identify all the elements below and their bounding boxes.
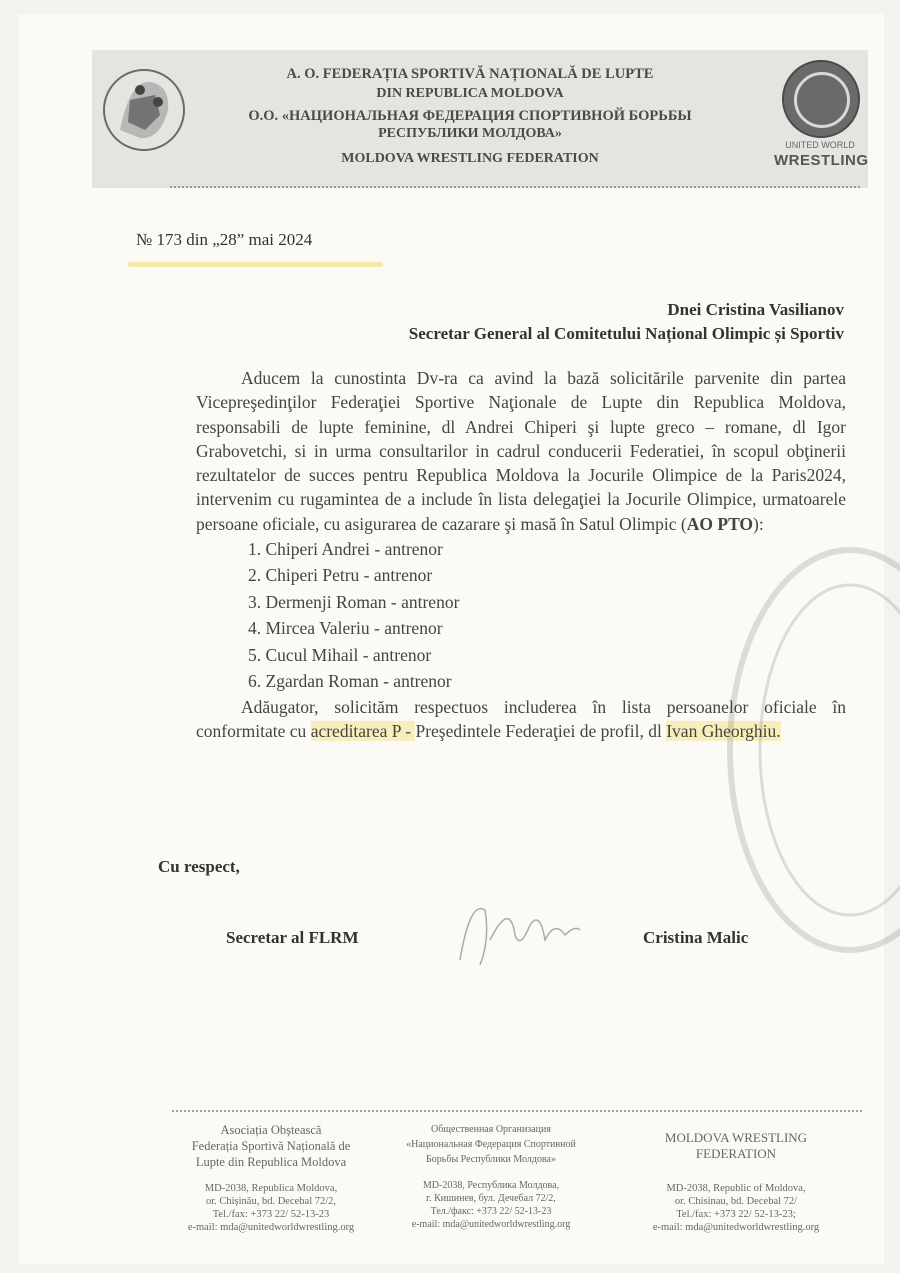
addressee-name: Dnei Cristina Vasilianov (667, 300, 844, 319)
header-divider (170, 186, 860, 188)
paragraph-1-text: Aducem la cunostinta Dv-ra ca avind la bază solicitările parvenite din partea Vicepreşedinţilor Federaţiei Sportive Naţionale de Lupte din Republica Moldova, responsabili de lupte feminine, dl Andrei Chiperi şi lupte greco – romane, dl Igor Grabovetchi, si in urma consultarilor in cadrul conducerii Federatiei, în scopul obţinerii rezultatelor de succes pentru Republica Moldova la Jocurile Olimpice de la Paris2024, intervenim cu rugamintea de a include în lista delegaţiei la Jocurile Olimpice, urmatoarele persoane oficiale, cu asigurarea de cazarare şi masă în Satul Olimpic ( (196, 368, 846, 534)
footer-ro-title-line: Asociația Obștească (220, 1123, 322, 1137)
uww-logo-big-text: WRESTLING (774, 152, 869, 169)
list-item: 3. Dermenji Roman - antrenor (248, 591, 460, 612)
paragraph-2-text-a: Adăugator, solicităm respectuos includerea în lista persoanelor oficiale în conformitate cu (196, 696, 846, 741)
footer-ro-email: e-mail: mda@unitedworldwrestling.org (187, 1222, 355, 1233)
footer-ro-address-line: Tel./fax: +373 22/ 52-13-23 (212, 1209, 330, 1220)
footer-ru-title-line: Борьбы Республики Молдова» (426, 1154, 556, 1165)
footer-col-en (605, 1122, 867, 1234)
footer-en-email: e-mail: mda@unitedworldwrestling.org (652, 1222, 820, 1233)
footer-ro-address-line: MD-2038, Republica Moldova, (204, 1183, 338, 1194)
footer-col-ru (382, 1122, 600, 1231)
footer-en-title-line: MOLDOVA WRESTLING (664, 1130, 808, 1145)
footer-ru-email: e-mail: mda@unitedworldwrestling.org (411, 1219, 571, 1230)
paragraph-1-end: ): (753, 513, 764, 534)
list-item: 2. Chiperi Petru - antrenor (248, 565, 433, 586)
footer-en-address-line: or. Chisinau, bd. Decebal 72/ (674, 1196, 798, 1207)
paragraph-2-highlight-1: acreditarea P - (310, 720, 416, 741)
paragraph-1 (196, 366, 846, 536)
header-line-ru-2: РЕСПУБЛИКИ МОЛДОВА» (378, 126, 562, 141)
header-line-en: MOLDOVA WRESTLING FEDERATION (341, 151, 599, 166)
paragraph-2-text-b: Preşedintele Federaţiei de profil, dl (415, 720, 667, 741)
paragraph-2-highlight-2: Ivan Gheorghiu. (666, 720, 781, 741)
uww-logo (774, 60, 869, 176)
addressee-block (409, 298, 844, 346)
signature-icon (440, 880, 590, 980)
stamp-icon (700, 540, 900, 960)
header-line-ru-1: О.О. «НАЦИОНАЛЬНАЯ ФЕДЕРАЦИЯ СПОРТИВНОЙ БОРЬБЫ (248, 108, 692, 124)
footer-en-address (605, 1182, 867, 1234)
list-item: 1. Chiperi Andrei - antrenor (248, 539, 443, 560)
closing: Cu respect, (158, 857, 240, 876)
footer-ru-address-line: Тел./факс: +373 22/ 52-13-23 (430, 1206, 552, 1217)
footer-ru-address-line: г. Кишинев, бул. Дечебал 72/2, (426, 1193, 556, 1204)
paragraph-1-bold: AO PTO (686, 513, 754, 534)
footer-ru-address-line: MD-2038, Республика Молдова, (422, 1180, 560, 1191)
list-item: 4. Mircea Valeriu - antrenor (248, 618, 443, 639)
header-line-ro-1: A. O. FEDERAȚIA SPORTIVĂ NAȚIONALĂ DE LUPTE (286, 66, 654, 82)
footer-ru-title-line: Общественная Организация (430, 1124, 551, 1135)
header-line-ro-2: DIN REPUBLICA MOLDOVA (376, 86, 564, 101)
list-item: 6. Zgardan Roman - antrenor (248, 671, 452, 692)
list-item: 5. Cucul Mihail - antrenor (248, 644, 432, 665)
footer-ru-address (382, 1179, 600, 1231)
footer-col-ro (168, 1122, 374, 1234)
footer-ru-title (382, 1122, 600, 1167)
footer-ro-address (168, 1182, 374, 1234)
highlighter-mark (128, 262, 383, 267)
footer-ro-address-line: or. Chișinău, bd. Decebal 72/2, (205, 1196, 337, 1207)
footer-divider (172, 1110, 862, 1112)
signatory-name: Cristina Malic (643, 928, 749, 947)
uww-globe-icon (782, 60, 860, 138)
document-number: № 173 din „28” mai 2024 (136, 230, 313, 249)
footer-ro-title-line: Federația Sportivă Națională de (191, 1139, 351, 1153)
footer-ro-title-line: Lupte din Republica Moldova (195, 1155, 347, 1169)
letterhead-text (170, 0, 770, 200)
footer-en-title-line: FEDERATION (695, 1146, 777, 1161)
uww-logo-small-text: UNITED WORLD (785, 140, 855, 150)
footer-en-title (605, 1130, 867, 1162)
footer-en-address-line: MD-2038, Republic of Moldova, (666, 1183, 806, 1194)
signatory-role: Secretar al FLRM (226, 928, 359, 947)
footer-ru-title-line: «Национальная Федерация Спортивной (406, 1139, 576, 1150)
footer-ro-title (168, 1122, 374, 1170)
footer-en-address-line: Tel./fax: +373 22/ 52-13-23; (676, 1209, 796, 1220)
addressee-position: Secretar General al Comitetului Național Olimpic și Sportiv (408, 324, 844, 343)
